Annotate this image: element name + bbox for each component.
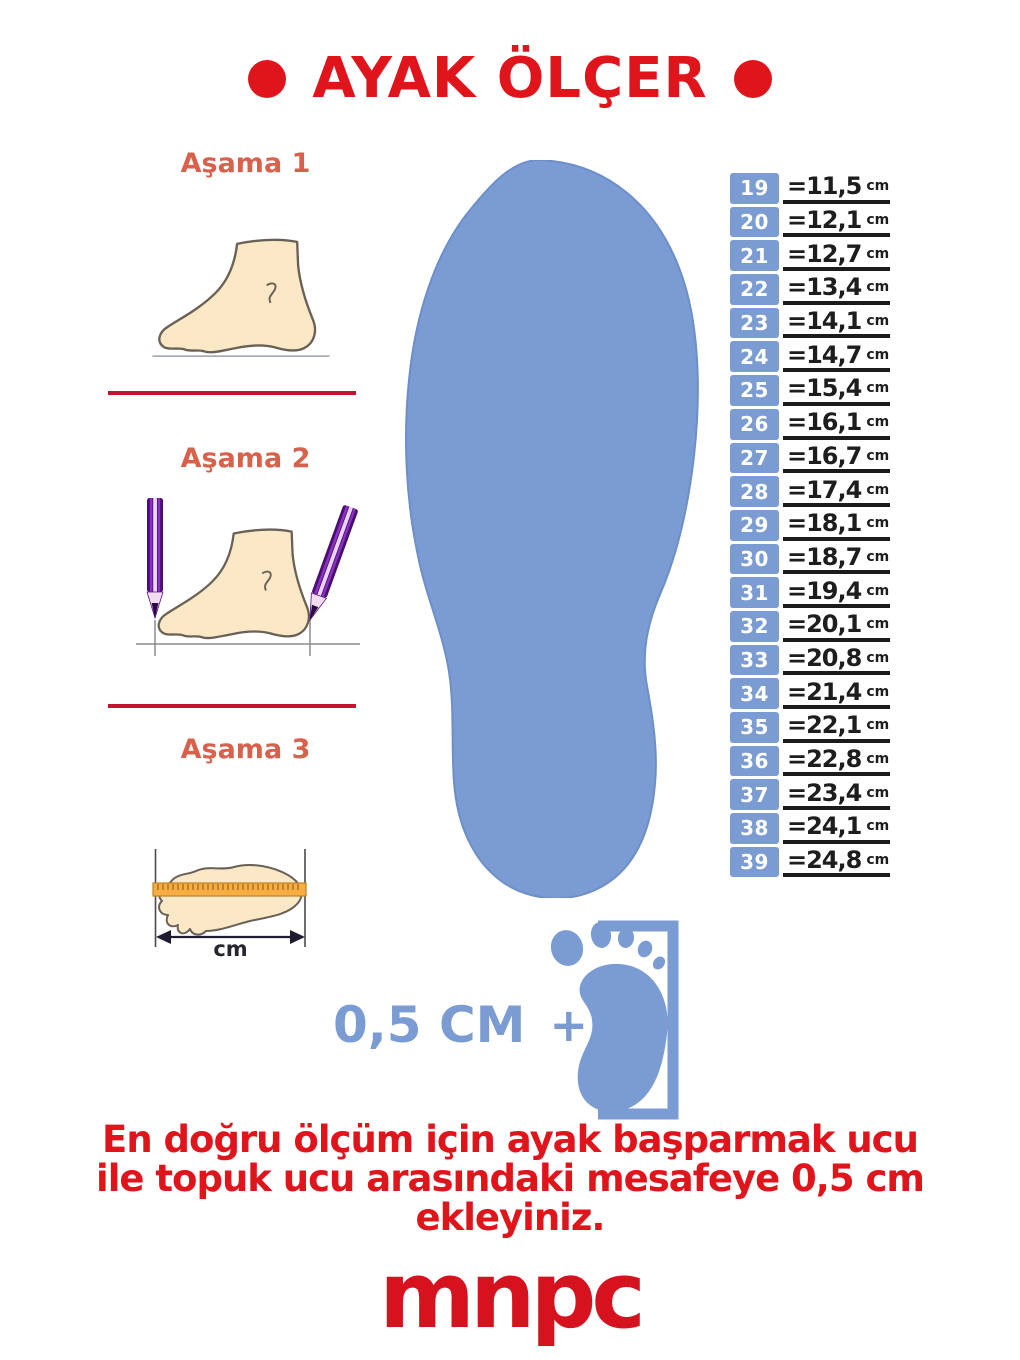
- size-table-row: [730, 813, 890, 844]
- size-cm-value: =24,1: [787, 812, 862, 841]
- size-value: [783, 746, 890, 777]
- size-table-row: [730, 240, 890, 271]
- size-cm-unit: cm: [866, 481, 890, 498]
- size-value: [783, 476, 890, 507]
- size-cm-unit: cm: [866, 414, 890, 431]
- size-table-row: [730, 712, 890, 743]
- size-cm-unit: cm: [866, 818, 890, 835]
- size-table-row: [730, 443, 890, 474]
- size-cm-unit: cm: [866, 212, 890, 229]
- size-badge: 31: [730, 577, 779, 608]
- size-badge: 37: [730, 779, 779, 810]
- size-badge: 35: [730, 712, 779, 743]
- size-cm-unit: cm: [866, 548, 890, 565]
- size-badge: 30: [730, 544, 779, 575]
- size-badge: 39: [730, 847, 779, 878]
- size-table-row: [730, 409, 890, 440]
- size-table-row: [730, 308, 890, 339]
- size-value: [783, 779, 890, 810]
- size-badge: 28: [730, 476, 779, 507]
- size-badge: 25: [730, 375, 779, 406]
- size-cm-value: =23,4: [787, 778, 862, 807]
- size-cm-value: =14,1: [787, 307, 862, 336]
- size-cm-unit: cm: [866, 380, 890, 397]
- size-value: [783, 308, 890, 339]
- size-table-row: [730, 645, 890, 676]
- size-value: [783, 274, 890, 305]
- size-table-row: [730, 207, 890, 238]
- size-badge: 27: [730, 443, 779, 474]
- size-value: [783, 813, 890, 844]
- size-cm-unit: cm: [866, 447, 890, 464]
- size-cm-value: =19,4: [787, 576, 862, 605]
- size-value: [783, 577, 890, 608]
- note-line: ile topuk ucu arasındaki mesafeye 0,5 cm: [96, 1156, 924, 1200]
- size-badge: 21: [730, 240, 779, 271]
- step2-label: Aşama 2: [180, 443, 311, 474]
- size-badge: 23: [730, 308, 779, 339]
- size-table: [730, 173, 890, 877]
- size-value: [783, 409, 890, 440]
- size-badge: 32: [730, 611, 779, 642]
- size-cm-unit: cm: [866, 852, 890, 869]
- size-table-row: [730, 779, 890, 810]
- size-cm-unit: cm: [866, 178, 890, 195]
- size-value: [783, 847, 890, 878]
- size-table-row: [730, 611, 890, 642]
- size-cm-value: =21,4: [787, 677, 862, 706]
- size-cm-value: =12,1: [787, 206, 862, 235]
- size-cm-value: =15,4: [787, 374, 862, 403]
- size-badge: 24: [730, 341, 779, 372]
- size-cm-value: =12,7: [787, 239, 862, 268]
- size-table-row: [730, 476, 890, 507]
- note-line: En doğru ölçüm için ayak başparmak ucu: [102, 1118, 918, 1161]
- size-cm-value: =22,1: [787, 711, 862, 740]
- foot-measuring-pencils-illustration: [124, 492, 368, 660]
- size-value: [783, 611, 890, 642]
- size-value: [783, 544, 890, 575]
- size-table-row: [730, 847, 890, 878]
- size-cm-value: =14,7: [787, 340, 862, 369]
- size-cm-value: =18,1: [787, 509, 862, 538]
- size-cm-unit: cm: [866, 279, 890, 296]
- size-value: [783, 645, 890, 676]
- size-badge: 36: [730, 746, 779, 777]
- pencil-right-icon: [302, 505, 358, 623]
- size-cm-value: =24,8: [787, 846, 862, 875]
- size-badge: 33: [730, 645, 779, 676]
- size-cm-value: =16,1: [787, 408, 862, 437]
- size-badge: 29: [730, 510, 779, 541]
- note-line: ekleyiniz.: [415, 1195, 605, 1239]
- size-value: [783, 207, 890, 238]
- size-value: [783, 443, 890, 474]
- brand-logo: mnpc: [379, 1242, 641, 1349]
- size-cm-unit: cm: [866, 751, 890, 768]
- size-badge: 19: [730, 173, 779, 204]
- size-value: [783, 240, 890, 271]
- size-value: [783, 678, 890, 709]
- bullet-dot-icon: [248, 60, 286, 98]
- size-cm-value: =18,7: [787, 542, 862, 571]
- page-title: AYAK ÖLÇER: [312, 46, 708, 111]
- size-cm-value: =11,5: [787, 172, 862, 201]
- size-cm-unit: cm: [866, 616, 890, 633]
- size-value: [783, 712, 890, 743]
- section-divider: [108, 391, 356, 395]
- size-cm-value: =20,1: [787, 610, 862, 639]
- footprint-outline-shape: [396, 160, 704, 898]
- size-badge: 20: [730, 207, 779, 238]
- size-cm-value: =17,4: [787, 475, 862, 504]
- size-cm-unit: cm: [866, 245, 890, 262]
- cm-unit-label: cm: [213, 937, 248, 961]
- size-table-row: [730, 173, 890, 204]
- plus-sign: +: [549, 998, 588, 1052]
- size-cm-value: =20,8: [787, 643, 862, 672]
- header: [0, 46, 1020, 111]
- size-badge: 22: [730, 274, 779, 305]
- baby-foot-icon: [547, 921, 668, 1112]
- size-cm-unit: cm: [866, 649, 890, 666]
- foot-sole-shape: [159, 865, 302, 935]
- size-value: [783, 510, 890, 541]
- size-cm-unit: cm: [866, 717, 890, 734]
- pencil-left-icon: [147, 498, 163, 618]
- size-cm-unit: cm: [866, 313, 890, 330]
- section-divider: [108, 704, 356, 708]
- size-table-row: [730, 510, 890, 541]
- size-table-row: [730, 577, 890, 608]
- size-table-row: [730, 544, 890, 575]
- size-cm-unit: cm: [866, 346, 890, 363]
- size-badge: 26: [730, 409, 779, 440]
- size-value: [783, 375, 890, 406]
- size-cm-value: =16,7: [787, 441, 862, 470]
- foot-side-illustration: [148, 234, 336, 364]
- size-table-row: [730, 375, 890, 406]
- size-table-row: [730, 341, 890, 372]
- size-table-row: [730, 274, 890, 305]
- size-cm-unit: cm: [866, 683, 890, 700]
- size-cm-unit: cm: [866, 515, 890, 532]
- size-value: [783, 173, 890, 204]
- instruction-note: [40, 1118, 980, 1239]
- size-cm-unit: cm: [866, 582, 890, 599]
- bullet-dot-icon: [734, 60, 772, 98]
- size-cm-value: =22,8: [787, 745, 862, 774]
- size-cm-value: =13,4: [787, 273, 862, 302]
- add-half-cm-label: 0,5 CM: [333, 996, 526, 1054]
- size-table-row: [730, 746, 890, 777]
- size-badge: 34: [730, 678, 779, 709]
- size-cm-unit: cm: [866, 784, 890, 801]
- size-badge: 38: [730, 813, 779, 844]
- size-value: [783, 341, 890, 372]
- ruler-icon: [153, 883, 306, 896]
- size-table-row: [730, 678, 890, 709]
- step1-label: Aşama 1: [180, 148, 311, 179]
- step3-label: Aşama 3: [180, 734, 311, 765]
- baby-footprint-bracket-icon: [545, 916, 695, 1128]
